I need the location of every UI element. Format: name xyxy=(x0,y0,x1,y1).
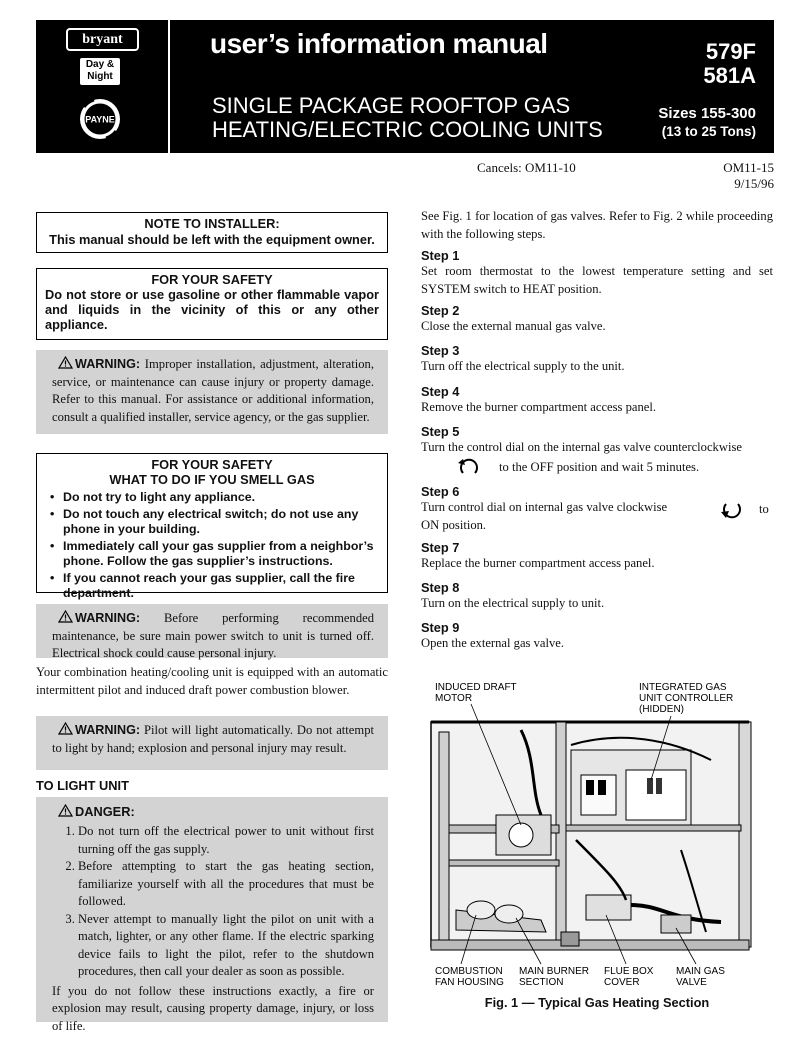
danger-box: DANGER: 1. Do not turn off the electrical power to unit without first turning off the gas supply. 2. Before attempting to start the gas heating section, familiarize yourself with all the procedures that must be followed. 3. Never attempt to manually light the pilot on unit with a match, lighter, or any other flame. If the electric sparking device fails to light the pilot, refer to the shutdown procedures, then call your dealer as soon as possible. If you do not follow these instructions exactly, a fire or explosion may result, causing property damage, injury, or loss of life. xyxy=(36,797,388,1022)
header-divider xyxy=(168,20,170,153)
step-1: Step 1 Set room thermostat to the lowest temperature setting and set SYSTEM switch to HEAT position. xyxy=(421,248,773,296)
warning-triangle-icon xyxy=(58,610,73,623)
danger-list xyxy=(52,823,374,981)
note-to-installer: NOTE TO INSTALLER: This manual should be left with the equipment owner. xyxy=(36,212,388,253)
gas-smell-item: • If you cannot reach your gas supplier, call the fire department. xyxy=(63,571,379,601)
callout-gas-valve-2: VALVE xyxy=(676,977,707,988)
figure-caption: Fig. 1 — Typical Gas Heating Section xyxy=(484,995,710,1010)
step-6: Step 6 Turn control dial on internal gas valve clockwise ON position. xyxy=(421,484,668,532)
callout-flue: FLUE BOX xyxy=(604,966,654,977)
callout-gas-valve: MAIN GAS xyxy=(676,966,725,977)
step-6-to: to xyxy=(759,502,769,516)
step-8: Step 8 Turn on the electrical supply to unit. xyxy=(421,580,605,610)
step-5-continuation: to the OFF position and wait 5 minutes. xyxy=(499,460,700,474)
unit-sizes: Sizes 155-300 xyxy=(658,105,756,122)
clockwise-dial-icon xyxy=(718,498,746,522)
safety-notice-flammable: FOR YOUR SAFETY Do not store or use gasoline or other flammable vapor and liquids in the vicinity of this or any other appliance. xyxy=(36,268,388,340)
intro-paragraph: Your combination heating/cooling unit is equipped with an automatic intermittent pilot and induced draft power combustion blower. xyxy=(36,665,388,697)
warning-pilot: WARNING: Pilot will light automatically. Do not attempt to light by hand; explosion and personal injury may result. xyxy=(36,716,388,770)
callout-burner: MAIN BURNER xyxy=(519,966,590,977)
warning-maintenance: WARNING: Before performing recommended maintenance, be sure main power switch to unit is turned off. Electrical shock could cause personal injury. xyxy=(36,604,388,658)
warning-installation: WARNING: Improper installation, adjustment, alteration, service, or maintenance can cause injury or property damage. Refer to this manual. For assistance or additional information, consult a qualified installer, service agency, or the gas supplier. xyxy=(36,350,388,434)
doc-date: 9/15/96 xyxy=(734,176,774,191)
callout-integrated: INTEGRATED GAS xyxy=(639,682,727,693)
step-3: Step 3 Turn off the electrical supply to the unit. xyxy=(421,343,625,373)
to-light-unit-heading: TO LIGHT UNIT xyxy=(36,778,129,793)
danger-item: 1. Do not turn off the electrical power to unit without first turning off the gas supply. xyxy=(78,823,374,858)
step-4: Step 4 Remove the burner compartment access panel. xyxy=(421,384,656,414)
safety-notice-gas-smell: FOR YOUR SAFETY WHAT TO DO IF YOU SMELL GAS • Do not try to light any appliance. • Do not touch any electrical switch; do not use any phone in your building. • Immediately call your gas supplier from a neighbor’s phone. Follow the gas supplier’s instructions. • If you cannot reach your gas supplier, call the fire department. xyxy=(36,453,388,593)
gas-smell-list xyxy=(45,490,379,601)
step-2: Step 2 Close the external manual gas valve. xyxy=(421,303,606,333)
callout-flue-2: COVER xyxy=(604,977,640,988)
danger-item: 3. Never attempt to manually light the pilot on unit with a match, lighter, or any other flame. If the electric sparking device fails to light the pilot, refer to the shutdown procedures, then call your dealer as soon as possible. xyxy=(78,911,374,981)
gas-heating-section-figure xyxy=(421,670,781,990)
counterclockwise-dial-icon xyxy=(455,455,483,479)
day-night-logo: Day & Night xyxy=(80,58,120,85)
step-9: Step 9 Open the external gas valve. xyxy=(421,620,565,650)
warning-triangle-icon xyxy=(58,356,73,369)
callout-combustion-2: FAN HOUSING xyxy=(435,977,504,988)
callout-induced-draft: INDUCED DRAFT xyxy=(435,682,517,693)
danger-footer: If you do not follow these instructions exactly, a fire or explosion may result, causing property damage, injury, or loss of life. xyxy=(52,983,374,1033)
doc-number: OM11-15 xyxy=(723,160,774,175)
danger-item: 2. Before attempting to start the gas heating section, familiarize yourself with all the procedures that must be followed. xyxy=(78,858,374,911)
gas-smell-item: • Do not touch any electrical switch; do not use any phone in your building. xyxy=(63,507,379,537)
warning-triangle-icon xyxy=(58,804,73,817)
model-number-2: 581A xyxy=(703,63,756,88)
model-number-1: 579F xyxy=(705,39,756,64)
manual-title: user’s information manual xyxy=(210,28,548,59)
gas-smell-item: • Do not try to light any appliance. xyxy=(63,490,379,505)
warning-triangle-icon xyxy=(58,722,73,735)
bryant-logo: bryant xyxy=(66,28,139,51)
callout-integrated-3: (HIDDEN) xyxy=(639,704,684,715)
callout-induced-draft-2: MOTOR xyxy=(435,693,473,704)
callout-integrated-2: UNIT CONTROLLER xyxy=(639,693,734,704)
callout-combustion: COMBUSTION xyxy=(435,966,503,977)
payne-logo-text: PAYNE xyxy=(85,114,115,125)
callout-burner-2: SECTION xyxy=(519,977,564,988)
payne-logo xyxy=(78,97,122,141)
step-7: Step 7 Replace the burner compartment access panel. xyxy=(421,540,655,570)
step-5: Step 5 Turn the control dial on the internal gas valve counterclockwise xyxy=(421,424,742,454)
steps-intro: See Fig. 1 for location of gas valves. Refer to Fig. 2 while proceeding with the following steps. xyxy=(421,209,773,241)
cancels-note: Cancels: OM11-10 xyxy=(477,160,576,175)
gas-smell-item: • Immediately call your gas supplier from a neighbor’s phone. Follow the gas supplier’s instructions. xyxy=(63,539,379,569)
manual-subtitle: SINGLE PACKAGE ROOFTOP GAS HEATING/ELECTRIC COOLING UNITS xyxy=(212,93,603,142)
unit-tonnage: (13 to 25 Tons) xyxy=(661,124,756,139)
